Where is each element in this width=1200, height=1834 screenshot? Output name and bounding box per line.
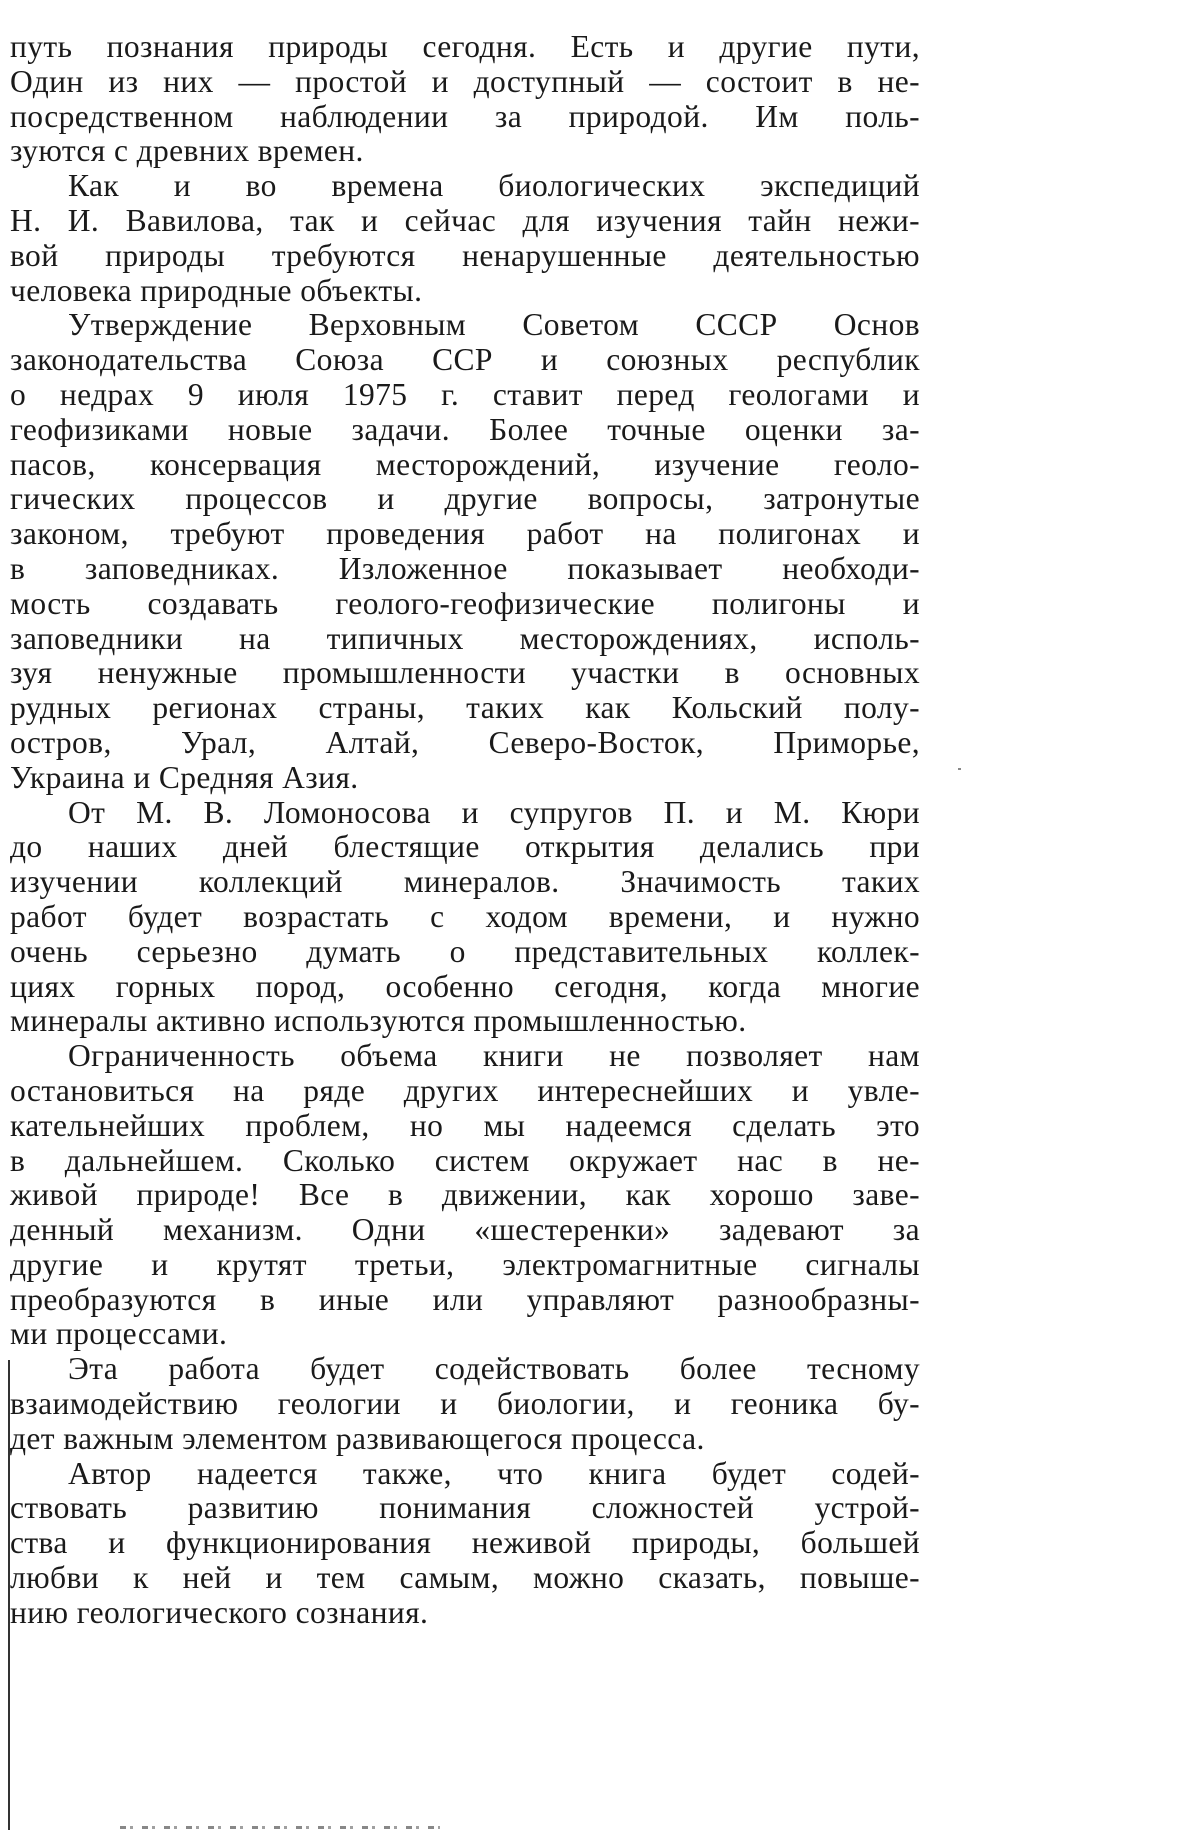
text-line: ми процессами. xyxy=(10,1316,228,1352)
scan-footer-noise xyxy=(120,1826,440,1829)
scan-speck xyxy=(958,768,961,770)
text-line: Автор надеется также, что книга будет содей- xyxy=(68,1455,920,1491)
text-line: живой природе! Все в движении, как хорошо заве- xyxy=(10,1177,920,1213)
text-line: геофизиками новые задачи. Более точные оценки за- xyxy=(10,411,920,447)
text-line: зуются с древних времен. xyxy=(10,133,364,169)
text-line: От М. В. Ломоносова и супругов П. и М. Кюри xyxy=(68,794,920,830)
text-line: дет важным элементом развивающегося процесса. xyxy=(10,1420,705,1456)
paragraph xyxy=(10,169,920,308)
text-line: любви к ней и тем самым, можно сказать, повыше- xyxy=(10,1560,920,1596)
text-line: до наших дней блестящие открытия делались при xyxy=(10,829,920,865)
text-line: посредственном наблюдении за природой. Им поль- xyxy=(10,98,920,134)
text-line: Как и во времена биологических экспедиций xyxy=(68,168,920,204)
text-line: о недрах 9 июля 1975 г. ставит перед геологами и xyxy=(10,376,920,412)
paragraph xyxy=(10,1457,920,1631)
text-line: пасов, консервация месторождений, изучение геоло- xyxy=(10,446,920,482)
text-line: другие и крутят третьи, электромагнитные сигналы xyxy=(10,1246,920,1282)
text-line: взаимодействию геологии и биологии, и геоника бу- xyxy=(10,1386,920,1422)
text-line: Утверждение Верховным Советом СССР Основ xyxy=(68,307,920,343)
text-line: Ограниченность объема книги не позволяет нам xyxy=(68,1038,920,1074)
text-line: заповедники на типичных месторождениях, исполь- xyxy=(10,620,920,656)
paragraph xyxy=(10,308,920,795)
text-line: циях горных пород, особенно сегодня, когда многие xyxy=(10,968,920,1004)
text-line: мость создавать геолого-геофизические полигоны и xyxy=(10,585,920,621)
text-line: остановиться на ряде других интереснейших и увле- xyxy=(10,1072,920,1108)
page-text xyxy=(10,30,920,1631)
text-line: законом, требуют проведения работ на полигонах и xyxy=(10,516,920,552)
text-line: изучении коллекций минералов. Значимость таких xyxy=(10,864,920,900)
paragraph xyxy=(10,796,920,1040)
text-line: нию геологического сознания. xyxy=(10,1594,429,1630)
paragraph xyxy=(10,30,920,169)
paragraph xyxy=(10,1352,920,1456)
text-line: ствовать развитию понимания сложностей устрой- xyxy=(10,1490,920,1526)
page-edge-scan-line xyxy=(8,1360,10,1830)
text-line: преобразуются в иные или управляют разнообразны- xyxy=(10,1281,920,1317)
text-line: законодательства Союза ССР и союзных республик xyxy=(10,342,920,378)
text-line: Эта работа будет содействовать более тесному xyxy=(68,1351,920,1387)
text-line: путь познания природы сегодня. Есть и другие пути, xyxy=(10,29,920,64)
text-line: рудных регионах страны, таких как Кольский полу- xyxy=(10,690,920,726)
text-line: Один из них — простой и доступный — состоит в не- xyxy=(10,63,920,99)
text-line: минералы активно используются промышленностью. xyxy=(10,1003,747,1039)
text-line: вой природы требуются ненарушенные деятельностью xyxy=(10,237,920,273)
text-line: человека природные объекты. xyxy=(10,272,423,308)
text-line: остров, Урал, Алтай, Северо-Восток, Приморье, xyxy=(10,724,920,760)
text-line: в дальнейшем. Сколько систем окружает нас в не- xyxy=(10,1142,920,1178)
text-line: очень серьезно думать о представительных коллек- xyxy=(10,933,920,969)
paragraph xyxy=(10,1039,920,1352)
text-line: денный механизм. Одни «шестеренки» задевают за xyxy=(10,1212,920,1248)
text-line: кательнейших проблем, но мы надеемся сделать это xyxy=(10,1107,920,1143)
text-line: работ будет возрастать с ходом времени, и нужно xyxy=(10,898,920,934)
text-line: в заповедниках. Изложенное показывает необходи- xyxy=(10,550,920,586)
text-line: Украина и Средняя Азия. xyxy=(10,759,359,795)
text-line: Н. И. Вавилова, так и сейчас для изучения тайн нежи- xyxy=(10,202,920,238)
text-line: гических процессов и другие вопросы, затронутые xyxy=(10,481,920,517)
text-line: ства и функционирования неживой природы, большей xyxy=(10,1525,920,1561)
text-line: зуя ненужные промышленности участки в основных xyxy=(10,655,920,691)
